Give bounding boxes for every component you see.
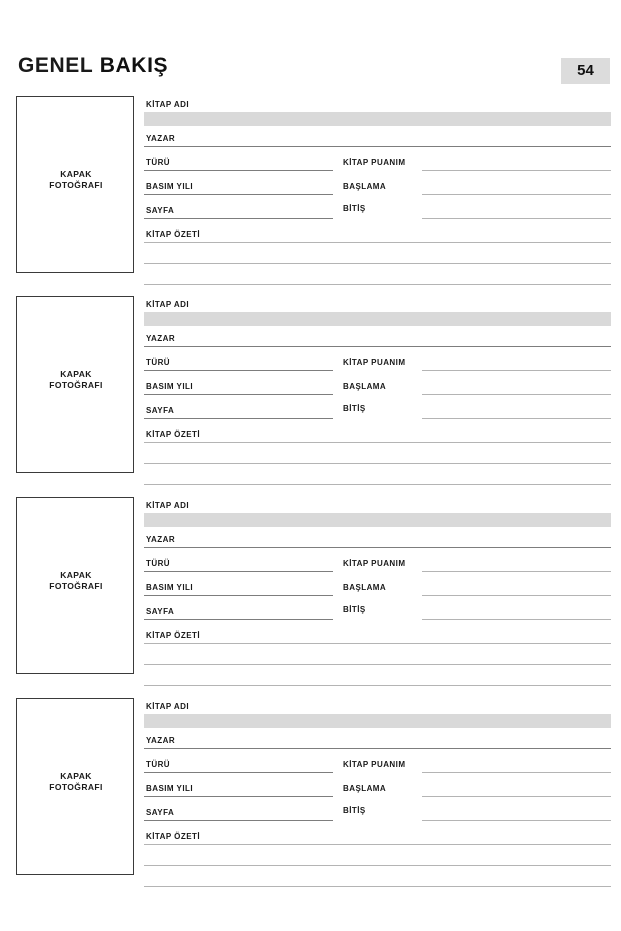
book-title-input[interactable] xyxy=(144,312,611,326)
pages-label: SAYFA xyxy=(146,206,175,215)
author-label: YAZAR xyxy=(146,134,176,143)
book-record-card-3 xyxy=(0,497,621,682)
my-rating-label: KİTAP PUANIM xyxy=(343,559,406,568)
summary-input-line-3[interactable] xyxy=(144,484,611,485)
book-title-label: KİTAP ADI xyxy=(146,501,190,510)
my-rating-label: KİTAP PUANIM xyxy=(343,158,406,167)
end-date-label: BİTİŞ xyxy=(343,204,366,213)
book-title-input[interactable] xyxy=(144,714,611,728)
page-header xyxy=(0,52,621,86)
genre-label: TÜRÜ xyxy=(146,559,171,568)
cover-photo-label-line1: KAPAK xyxy=(60,771,92,781)
genre-input[interactable] xyxy=(144,772,333,773)
publication-year-label: BASIM YILI xyxy=(146,784,194,793)
cover-photo-label-line1: KAPAK xyxy=(60,570,92,580)
author-input[interactable] xyxy=(144,346,611,347)
start-date-input[interactable] xyxy=(422,394,611,395)
cover-photo-placeholder[interactable] xyxy=(16,96,134,273)
summary-input-line-3[interactable] xyxy=(144,685,611,686)
start-date-label: BAŞLAMA xyxy=(343,382,387,391)
my-rating-label: KİTAP PUANIM xyxy=(343,760,406,769)
cover-photo-label xyxy=(17,771,135,793)
book-record-card-2 xyxy=(0,296,621,481)
end-date-input[interactable] xyxy=(422,619,611,620)
summary-input-line-1[interactable] xyxy=(144,242,611,243)
book-title-label: KİTAP ADI xyxy=(146,702,190,711)
pages-label: SAYFA xyxy=(146,406,175,415)
start-date-input[interactable] xyxy=(422,595,611,596)
author-input[interactable] xyxy=(144,547,611,548)
summary-input-line-2[interactable] xyxy=(144,263,611,264)
my-rating-label: KİTAP PUANIM xyxy=(343,358,406,367)
pages-input[interactable] xyxy=(144,418,333,419)
cover-photo-label-line2: FOTOĞRAFI xyxy=(49,380,103,390)
summary-input-line-1[interactable] xyxy=(144,442,611,443)
genre-label: TÜRÜ xyxy=(146,760,171,769)
book-record-card-1 xyxy=(0,96,621,281)
genre-label: TÜRÜ xyxy=(146,358,171,367)
cover-photo-label-line2: FOTOĞRAFI xyxy=(49,782,103,792)
author-input[interactable] xyxy=(144,146,611,147)
pages-input[interactable] xyxy=(144,820,333,821)
cover-photo-placeholder[interactable] xyxy=(16,497,134,674)
cover-photo-label-line2: FOTOĞRAFI xyxy=(49,581,103,591)
summary-input-line-1[interactable] xyxy=(144,643,611,644)
end-date-label: BİTİŞ xyxy=(343,806,366,815)
cover-photo-label-line2: FOTOĞRAFI xyxy=(49,180,103,190)
cover-photo-label-line1: KAPAK xyxy=(60,369,92,379)
page-title-light: GENEL xyxy=(18,54,94,77)
pages-label: SAYFA xyxy=(146,607,175,616)
start-date-label: BAŞLAMA xyxy=(343,583,387,592)
summary-input-line-3[interactable] xyxy=(144,284,611,285)
publication-year-label: BASIM YILI xyxy=(146,583,194,592)
publication-year-input[interactable] xyxy=(144,595,333,596)
cover-photo-label xyxy=(17,169,135,191)
genre-label: TÜRÜ xyxy=(146,158,171,167)
cover-photo-label xyxy=(17,369,135,391)
start-date-input[interactable] xyxy=(422,796,611,797)
book-title-input[interactable] xyxy=(144,112,611,126)
summary-label: KİTAP ÖZETİ xyxy=(146,230,200,239)
my-rating-input[interactable] xyxy=(422,370,611,371)
book-title-label: KİTAP ADI xyxy=(146,100,190,109)
end-date-label: BİTİŞ xyxy=(343,404,366,413)
summary-input-line-2[interactable] xyxy=(144,463,611,464)
book-fields xyxy=(144,96,611,281)
publication-year-input[interactable] xyxy=(144,194,333,195)
summary-label: KİTAP ÖZETİ xyxy=(146,430,200,439)
summary-label: KİTAP ÖZETİ xyxy=(146,832,200,841)
cover-photo-label-line1: KAPAK xyxy=(60,169,92,179)
end-date-label: BİTİŞ xyxy=(343,605,366,614)
author-label: YAZAR xyxy=(146,736,176,745)
publication-year-label: BASIM YILI xyxy=(146,382,194,391)
page-number: 54 xyxy=(577,62,594,79)
author-input[interactable] xyxy=(144,748,611,749)
cover-photo-placeholder[interactable] xyxy=(16,698,134,875)
end-date-input[interactable] xyxy=(422,218,611,219)
summary-input-line-1[interactable] xyxy=(144,844,611,845)
start-date-input[interactable] xyxy=(422,194,611,195)
my-rating-input[interactable] xyxy=(422,170,611,171)
pages-input[interactable] xyxy=(144,619,333,620)
page-number-box xyxy=(561,58,610,84)
genre-input[interactable] xyxy=(144,370,333,371)
start-date-label: BAŞLAMA xyxy=(343,784,387,793)
author-label: YAZAR xyxy=(146,334,176,343)
book-title-label: KİTAP ADI xyxy=(146,300,190,309)
summary-input-line-3[interactable] xyxy=(144,886,611,887)
my-rating-input[interactable] xyxy=(422,571,611,572)
book-fields xyxy=(144,497,611,682)
publication-year-input[interactable] xyxy=(144,394,333,395)
summary-label: KİTAP ÖZETİ xyxy=(146,631,200,640)
page-title-bold: BAKIŞ xyxy=(99,54,169,77)
cover-photo-placeholder[interactable] xyxy=(16,296,134,473)
end-date-input[interactable] xyxy=(422,820,611,821)
start-date-label: BAŞLAMA xyxy=(343,182,387,191)
book-fields xyxy=(144,296,611,481)
my-rating-input[interactable] xyxy=(422,772,611,773)
book-fields xyxy=(144,698,611,883)
pages-label: SAYFA xyxy=(146,808,175,817)
cover-photo-label xyxy=(17,570,135,592)
summary-input-line-2[interactable] xyxy=(144,664,611,665)
publication-year-label: BASIM YILI xyxy=(146,182,194,191)
book-title-input[interactable] xyxy=(144,513,611,527)
book-record-card-4 xyxy=(0,698,621,883)
summary-input-line-2[interactable] xyxy=(144,865,611,866)
genre-input[interactable] xyxy=(144,170,333,171)
pages-input[interactable] xyxy=(144,218,333,219)
genre-input[interactable] xyxy=(144,571,333,572)
page-title xyxy=(18,52,168,80)
publication-year-input[interactable] xyxy=(144,796,333,797)
author-label: YAZAR xyxy=(146,535,176,544)
end-date-input[interactable] xyxy=(422,418,611,419)
